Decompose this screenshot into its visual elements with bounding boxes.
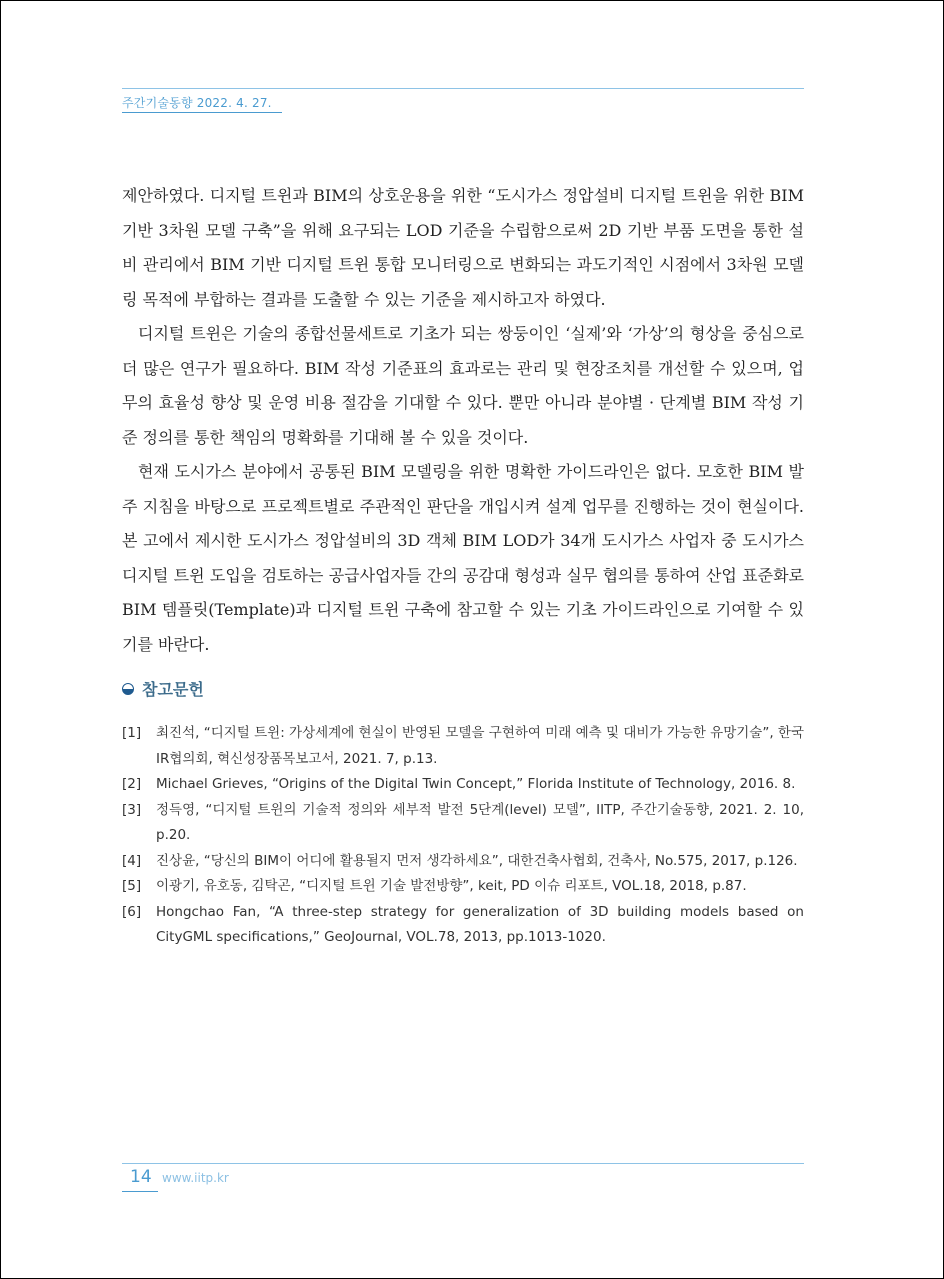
reference-text: 최진석, “디지털 트윈: 가상세계에 현실이 반영된 모델을 구현하여 미래 예측 및 대비가 가능한 유망기술”, 한국IR협의회, 혁신성장품목보고서, 2021. 7, p.13. <box>156 725 804 767</box>
paragraph-2: 디지털 트윈은 기술의 종합선물세트로 기초가 되는 쌍둥이인 ‘실제’와 ‘가상’의 형상을 중심으로 더 많은 연구가 필요하다. BIM 작성 기준표의 효과로는 관리 및 현장조치를 개선할 수 있으며, 업무의 효율성 향상 및 운영 비용 절감을 기대할 수 있다. 뿐만 아니라 분야별 · 단계별 BIM 작성 기준 정의를 통한 책임의 명확화를 기대해 볼 수 있을 것이다. <box>122 324 810 447</box>
reference-list <box>122 721 804 951</box>
reference-text: Hongchao Fan, “A three-step strategy for generalization of 3D building models based on CityGML specifications,” GeoJournal, VOL.78, 2013, pp.1013-1020. <box>156 903 804 945</box>
reference-number: [1] <box>122 725 142 741</box>
reference-item <box>122 849 804 875</box>
header-rule <box>122 88 804 89</box>
page-number: 14 <box>130 1167 152 1187</box>
reference-item <box>122 900 804 951</box>
footer-url: www.iitp.kr <box>162 1171 229 1185</box>
footer-rule <box>122 1163 804 1164</box>
paragraph-1: 제안하였다. 디지털 트윈과 BIM의 상호운용을 위한 “도시가스 정압설비 디지털 트윈을 위한 BIM 기반 3차원 모델 구축”을 위해 요구되는 LOD 기준을 수립함으로써 2D 기반 부품 도면을 통한 설비 관리에서 BIM 기반 디지털 트윈 통합 모니터링으로 변화되는 과도기적인 시점에서 3차원 모델링 목적에 부합하는 결과를 도출할 수 있는 기준을 제시하고자 하였다. <box>122 186 810 309</box>
reference-item <box>122 721 804 772</box>
reference-number: [4] <box>122 852 142 869</box>
references-heading-label: 참고문헌 <box>142 680 204 699</box>
reference-number: [6] <box>122 903 142 920</box>
reference-text: 진상윤, “당신의 BIM이 어디에 활용될지 먼저 생각하세요”, 대한건축사협회, 건축사, No.575, 2017, p.126. <box>156 852 798 869</box>
reference-item <box>122 874 804 900</box>
page-number-underline <box>122 1191 158 1192</box>
reference-item <box>122 798 804 849</box>
reference-item <box>122 772 804 798</box>
header-underline <box>122 112 282 113</box>
body-text <box>122 179 810 662</box>
running-header: 주간기술동향 2022. 4. 27. <box>122 96 272 110</box>
half-circle-bullet-icon <box>122 683 134 695</box>
reference-number: [3] <box>122 801 142 818</box>
reference-text: 이광기, 유호동, 김탁곤, “디지털 트윈 기술 발전방향”, keit, PD 이슈 리포트, VOL.18, 2018, p.87. <box>156 878 747 894</box>
reference-number: [2] <box>122 776 142 792</box>
reference-text: 정득영, “디지털 트윈의 기술적 정의와 세부적 발전 5단계(level) 모델”, IITP, 주간기술동향, 2021. 2. 10, p.20. <box>156 801 804 843</box>
reference-number: [5] <box>122 878 142 894</box>
paragraph-3: 현재 도시가스 분야에서 공통된 BIM 모델링을 위한 명확한 가이드라인은 없다. 모호한 BIM 발주 지침을 바탕으로 프로젝트별로 주관적인 판단을 개입시켜 설계 업무를 진행하는 것이 현실이다. 본 고에서 제시한 도시가스 정압설비의 3D 객체 BIM LOD가 34개 도시가스 사업자 중 도시가스 디지털 트윈 도입을 검토하는 공급사업자들 간의 공감대 형성과 실무 협의를 통하여 산업 표준화로 BIM 템플릿(Template)과 디지털 트윈 구축에 참고할 수 있는 기초 가이드라인으로 기여할 수 있기를 바란다. <box>122 462 810 654</box>
references-heading <box>122 677 204 700</box>
reference-text: Michael Grieves, “Origins of the Digital Twin Concept,” Florida Institute of Technology, 2016. 8. <box>156 776 796 792</box>
